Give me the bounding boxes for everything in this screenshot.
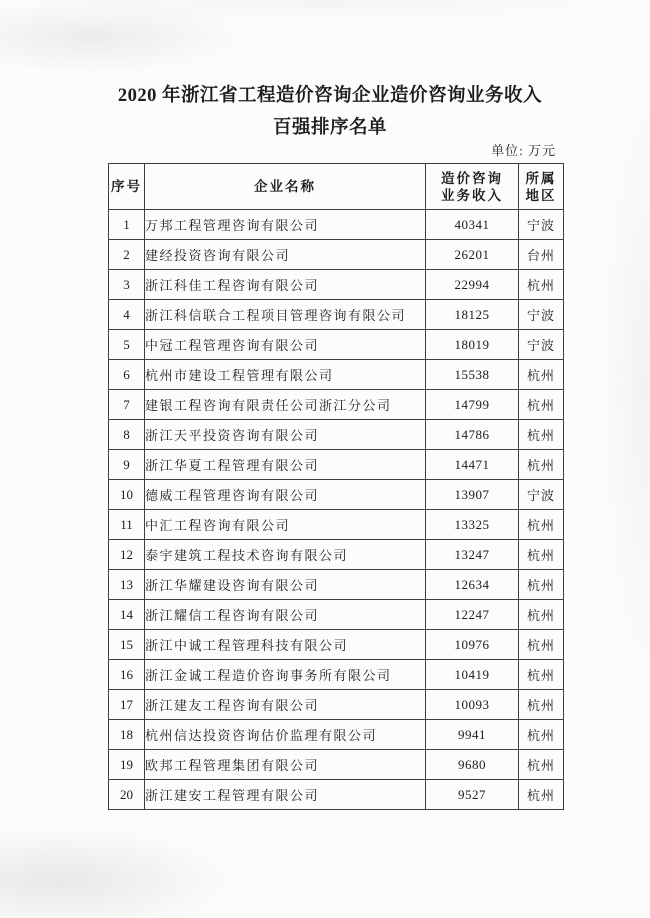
rank-cell: 2 (109, 240, 145, 270)
company-cell: 万邦工程管理咨询有限公司 (145, 210, 426, 240)
table-row (109, 660, 564, 690)
table-row (109, 420, 564, 450)
rank-cell: 20 (109, 780, 145, 810)
header-revenue (426, 164, 519, 210)
company-cell: 德威工程管理咨询有限公司 (145, 480, 426, 510)
company-cell: 泰宇建筑工程技术咨询有限公司 (145, 540, 426, 570)
table-row (109, 570, 564, 600)
rank-cell: 5 (109, 330, 145, 360)
rank-cell: 17 (109, 690, 145, 720)
revenue-cell: 26201 (426, 240, 519, 270)
rank-cell: 19 (109, 750, 145, 780)
revenue-cell: 18019 (426, 330, 519, 360)
document-title-line-1: 2020 年浙江省工程造价咨询企业造价咨询业务收入 (117, 86, 543, 106)
table-row (109, 690, 564, 720)
table-row (109, 390, 564, 420)
rank-cell: 13 (109, 570, 145, 600)
table-row (109, 480, 564, 510)
company-cell: 浙江科信联合工程项目管理咨询有限公司 (145, 300, 426, 330)
company-cell: 建经投资咨询有限公司 (145, 240, 426, 270)
region-cell: 杭州 (519, 540, 564, 570)
region-cell: 杭州 (519, 690, 564, 720)
company-cell: 中冠工程管理咨询有限公司 (145, 330, 426, 360)
company-cell: 杭州市建设工程管理有限公司 (145, 360, 426, 390)
table-body (109, 210, 564, 810)
table-row (109, 210, 564, 240)
company-cell: 浙江天平投资咨询有限公司 (145, 420, 426, 450)
region-cell: 杭州 (519, 570, 564, 600)
header-region (519, 164, 564, 210)
rank-cell: 18 (109, 720, 145, 750)
company-cell: 浙江耀信工程咨询有限公司 (145, 600, 426, 630)
company-cell: 浙江建安工程管理有限公司 (145, 780, 426, 810)
unit-note: 单位: 万元 (491, 143, 556, 158)
rank-cell: 8 (109, 420, 145, 450)
table-row (109, 360, 564, 390)
revenue-cell: 15538 (426, 360, 519, 390)
company-cell: 浙江华耀建设咨询有限公司 (145, 570, 426, 600)
rank-cell: 9 (109, 450, 145, 480)
region-cell: 宁波 (519, 330, 564, 360)
revenue-cell: 40341 (426, 210, 519, 240)
table-row (109, 450, 564, 480)
table-row (109, 750, 564, 780)
company-cell: 浙江科佳工程咨询有限公司 (145, 270, 426, 300)
revenue-cell: 12634 (426, 570, 519, 600)
rank-cell: 3 (109, 270, 145, 300)
rank-cell: 11 (109, 510, 145, 540)
revenue-cell: 10419 (426, 660, 519, 690)
rank-cell: 6 (109, 360, 145, 390)
region-cell: 杭州 (519, 660, 564, 690)
revenue-cell: 13247 (426, 540, 519, 570)
table-row (109, 630, 564, 660)
table-header-row (109, 164, 564, 210)
table-row (109, 300, 564, 330)
header-revenue-label-line1: 造价咨询 (441, 170, 503, 186)
header-region-label-line1: 所属 (525, 170, 557, 186)
company-cell: 浙江华夏工程管理有限公司 (145, 450, 426, 480)
company-cell: 浙江建友工程咨询有限公司 (145, 690, 426, 720)
rank-cell: 12 (109, 540, 145, 570)
table-row (109, 510, 564, 540)
region-cell: 杭州 (519, 600, 564, 630)
table-row (109, 720, 564, 750)
table-header (109, 164, 564, 210)
header-region-label-line2: 地区 (525, 187, 557, 203)
region-cell: 杭州 (519, 750, 564, 780)
region-cell: 杭州 (519, 420, 564, 450)
table-row (109, 240, 564, 270)
revenue-cell: 9941 (426, 720, 519, 750)
region-cell: 杭州 (519, 720, 564, 750)
document-title-line-2: 百强排序名单 (272, 118, 387, 138)
company-cell: 欧邦工程管理集团有限公司 (145, 750, 426, 780)
rank-cell: 4 (109, 300, 145, 330)
region-cell: 杭州 (519, 510, 564, 540)
revenue-cell: 9680 (426, 750, 519, 780)
table-row (109, 780, 564, 810)
revenue-cell: 13907 (426, 480, 519, 510)
header-rank (109, 164, 145, 210)
ranking-table (108, 163, 564, 810)
revenue-cell: 18125 (426, 300, 519, 330)
rank-cell: 1 (109, 210, 145, 240)
header-revenue-label-line2: 业务收入 (441, 187, 503, 203)
region-cell: 杭州 (519, 360, 564, 390)
company-cell: 建银工程咨询有限责任公司浙江分公司 (145, 390, 426, 420)
header-company (145, 164, 426, 210)
revenue-cell: 12247 (426, 600, 519, 630)
region-cell: 杭州 (519, 630, 564, 660)
region-cell: 宁波 (519, 300, 564, 330)
rank-cell: 7 (109, 390, 145, 420)
company-cell: 浙江中诚工程管理科技有限公司 (145, 630, 426, 660)
region-cell: 杭州 (519, 390, 564, 420)
revenue-cell: 13325 (426, 510, 519, 540)
company-cell: 杭州信达投资咨询估价监理有限公司 (145, 720, 426, 750)
revenue-cell: 10093 (426, 690, 519, 720)
revenue-cell: 9527 (426, 780, 519, 810)
region-cell: 宁波 (519, 480, 564, 510)
table-row (109, 330, 564, 360)
revenue-cell: 22994 (426, 270, 519, 300)
revenue-cell: 14786 (426, 420, 519, 450)
header-company-label: 企业名称 (254, 179, 316, 194)
rank-cell: 15 (109, 630, 145, 660)
region-cell: 杭州 (519, 780, 564, 810)
company-cell: 浙江金诚工程造价咨询事务所有限公司 (145, 660, 426, 690)
rank-cell: 10 (109, 480, 145, 510)
revenue-cell: 10976 (426, 630, 519, 660)
region-cell: 杭州 (519, 450, 564, 480)
table-row (109, 540, 564, 570)
company-cell: 中汇工程咨询有限公司 (145, 510, 426, 540)
header-rank-label: 序号 (111, 179, 142, 194)
region-cell: 台州 (519, 240, 564, 270)
region-cell: 杭州 (519, 270, 564, 300)
table-row (109, 600, 564, 630)
rank-cell: 14 (109, 600, 145, 630)
table-row (109, 270, 564, 300)
revenue-cell: 14799 (426, 390, 519, 420)
revenue-cell: 14471 (426, 450, 519, 480)
region-cell: 宁波 (519, 210, 564, 240)
rank-cell: 16 (109, 660, 145, 690)
